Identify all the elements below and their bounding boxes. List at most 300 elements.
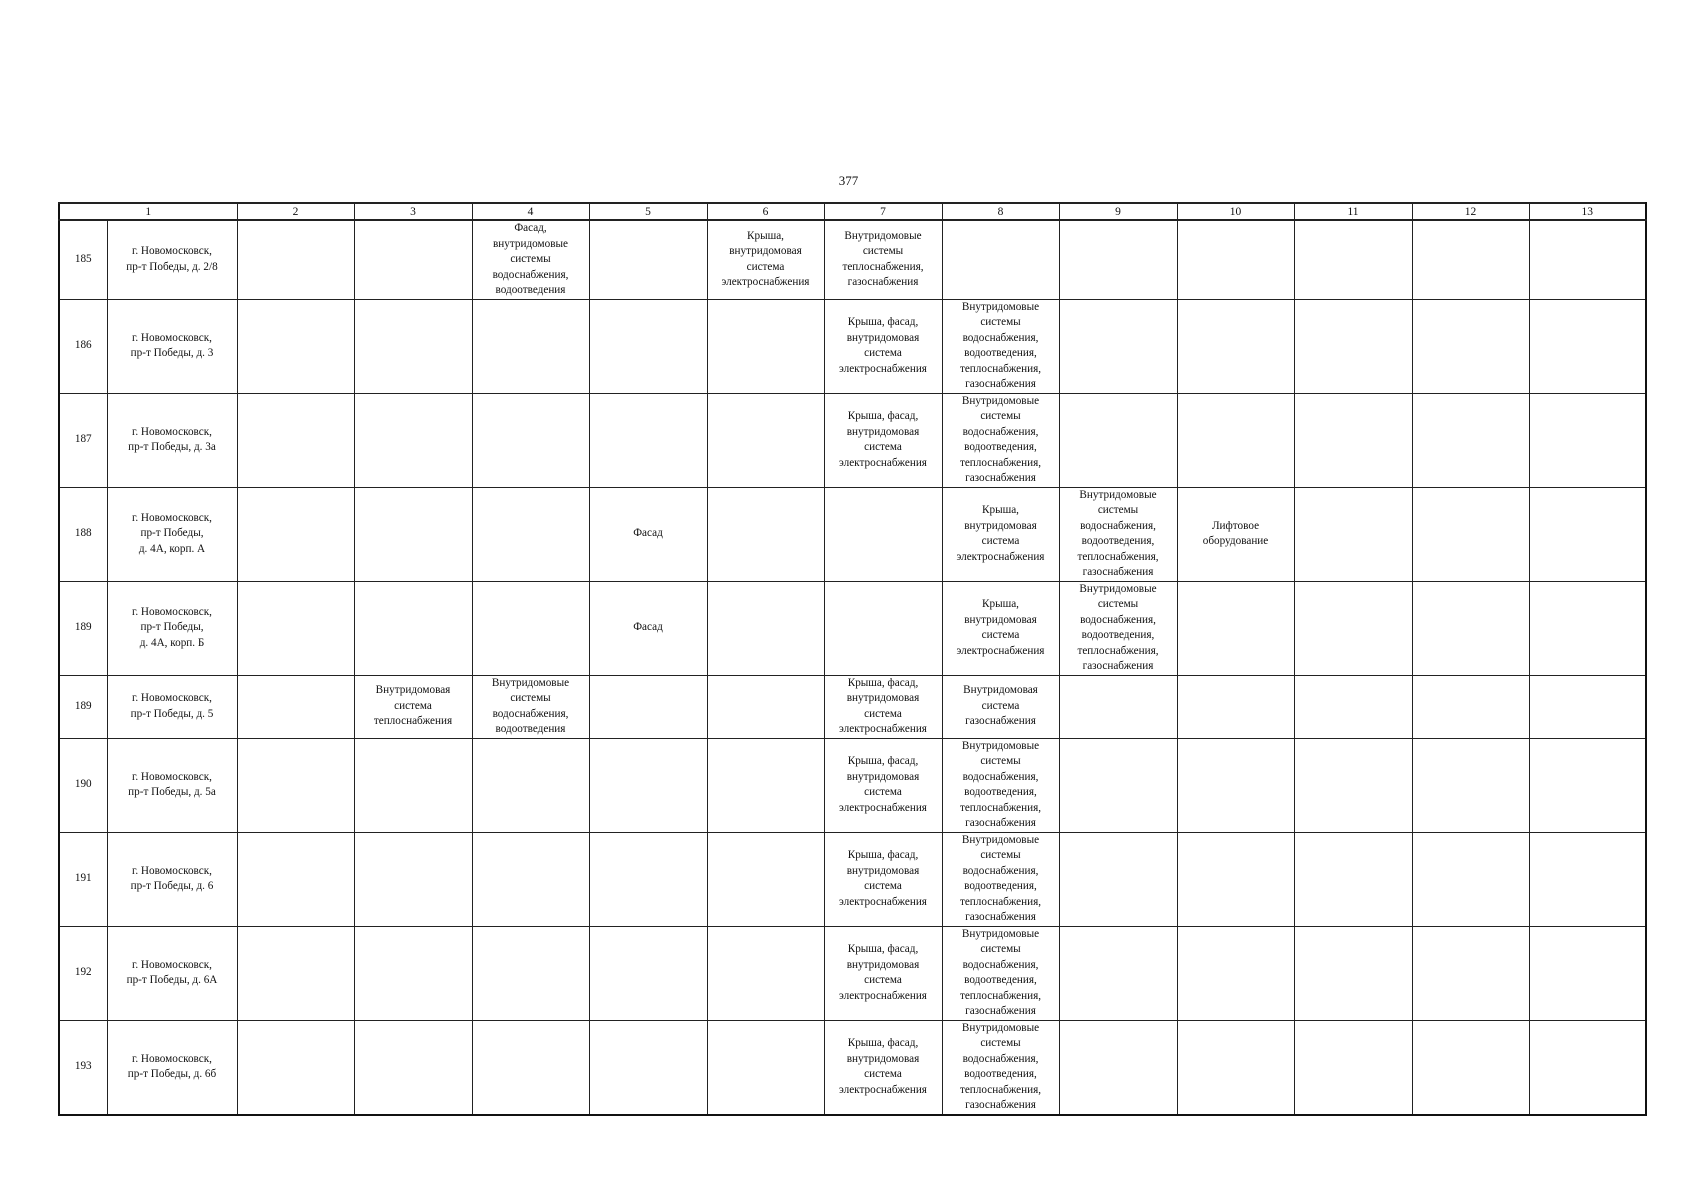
cell-col-5 xyxy=(589,675,707,738)
cell-text-line: водоснабжения, xyxy=(492,707,569,720)
address-cell xyxy=(107,738,237,832)
cell-text-line: система xyxy=(864,347,902,359)
cell-col-2 xyxy=(237,675,354,738)
cell-col-11 xyxy=(1294,832,1412,926)
cell-text-line: Внутридомовые xyxy=(491,676,570,689)
table-row xyxy=(59,487,1646,581)
address-line: пр-т Победы, д. 6А xyxy=(126,974,218,986)
address-cell xyxy=(107,393,237,487)
cell-col-7 xyxy=(824,581,942,675)
cell-text-line: Крыша, xyxy=(982,598,1019,610)
cell-col-13 xyxy=(1529,675,1646,738)
cell-col-11 xyxy=(1294,220,1412,299)
cell-text-line: оборудование xyxy=(1202,535,1269,547)
cell-text-line: системы xyxy=(980,849,1021,861)
cell-text-line: внутридомовая xyxy=(846,425,920,438)
cell-col-8 xyxy=(942,832,1059,926)
cell-text-line: Внутридомовая xyxy=(963,684,1038,697)
cell-text-line: Внутридомовые xyxy=(961,739,1040,752)
cell-col-4 xyxy=(472,832,589,926)
cell-text-line: газоснабжения xyxy=(965,1099,1036,1111)
column-header: 11 xyxy=(1294,203,1412,220)
cell-col-9 xyxy=(1059,1020,1177,1115)
cell-col-12 xyxy=(1412,487,1529,581)
address-cell xyxy=(107,581,237,675)
cell-col-2 xyxy=(237,299,354,393)
cell-text-line: водоотведения, xyxy=(964,441,1037,453)
cell-text-line: система xyxy=(864,1068,902,1080)
cell-col-2 xyxy=(237,487,354,581)
cell-col-8 xyxy=(942,393,1059,487)
cell-col-3 xyxy=(354,581,472,675)
cell-text-line: теплоснабжения, xyxy=(959,895,1042,908)
cell-text-line: Крыша, фасад, xyxy=(847,755,919,767)
address-line: пр-т Победы, д. 6 xyxy=(130,880,214,892)
cell-col-4 xyxy=(472,393,589,487)
cell-text-line: теплоснабжения, xyxy=(1077,550,1159,563)
cell-text-line: газоснабжения xyxy=(1082,660,1154,672)
cell-text-line: теплоснабжения, xyxy=(959,989,1042,1002)
cell-text-line: газоснабжения xyxy=(965,817,1036,829)
cell-col-10 xyxy=(1177,299,1294,393)
cell-col-2 xyxy=(237,220,354,299)
address-line: г. Новомосковск, xyxy=(132,692,212,704)
table-row xyxy=(59,581,1646,675)
cell-text-line: водоснабжения, xyxy=(492,268,569,281)
cell-col-2 xyxy=(237,581,354,675)
cell-text-line: внутридомовая xyxy=(729,245,802,258)
cell-text-line: водоснабжения, xyxy=(962,770,1039,783)
cell-col-13 xyxy=(1529,1020,1646,1115)
column-header: 12 xyxy=(1412,203,1529,220)
column-header: 6 xyxy=(707,203,824,220)
cell-col-11 xyxy=(1294,738,1412,832)
row-number-cell: 185 xyxy=(59,220,107,299)
cell-col-2 xyxy=(237,926,354,1020)
cell-col-12 xyxy=(1412,220,1529,299)
cell-col-7 xyxy=(824,393,942,487)
address-line: пр-т Победы, д. 2/8 xyxy=(126,260,218,273)
cell-col-6 xyxy=(707,581,824,675)
address-line: г. Новомосковск, xyxy=(132,770,212,783)
page-number: 377 xyxy=(838,173,859,188)
cell-text-line: электроснабжения xyxy=(839,801,927,814)
cell-text-line: электроснабжения xyxy=(956,644,1045,657)
cell-text-line: Внутридомовые xyxy=(961,927,1040,940)
cell-col-12 xyxy=(1412,926,1529,1020)
cell-text-line: система xyxy=(864,880,902,892)
cell-text-line: водоснабжения, xyxy=(962,958,1039,971)
cell-text-line: электроснабжения xyxy=(839,989,927,1002)
address-line: г. Новомосковск, xyxy=(132,958,212,971)
cell-col-13 xyxy=(1529,926,1646,1020)
cell-text-line: Крыша, xyxy=(747,229,784,242)
cell-text-line: система xyxy=(394,699,432,712)
cell-text-line: водоотведения xyxy=(495,723,566,735)
cell-col-12 xyxy=(1412,581,1529,675)
row-number-cell: 189 xyxy=(59,581,107,675)
cell-text-line: внутридомовая xyxy=(964,519,1037,532)
cell-col-8 xyxy=(942,675,1059,738)
cell-col-6 xyxy=(707,832,824,926)
cell-col-5 xyxy=(589,299,707,393)
address-line: д. 4А, корп. Б xyxy=(139,636,205,649)
cell-text-line: система xyxy=(981,629,1020,641)
cell-col-5 xyxy=(589,220,707,299)
cell-col-13 xyxy=(1529,220,1646,299)
cell-col-5 xyxy=(589,581,707,675)
repair-schedule-table xyxy=(58,202,1647,1116)
cell-text-line: система xyxy=(746,260,785,273)
cell-col-4 xyxy=(472,926,589,1020)
cell-text-line: электроснабжения xyxy=(956,550,1045,563)
address-line: пр-т Победы, xyxy=(140,621,204,634)
cell-text-line: системы xyxy=(980,1037,1021,1049)
cell-col-5 xyxy=(589,738,707,832)
cell-col-6 xyxy=(707,487,824,581)
cell-col-8 xyxy=(942,220,1059,299)
cell-col-10 xyxy=(1177,220,1294,299)
cell-text-line: Крыша, фасад, xyxy=(847,316,919,328)
cell-text-line: газоснабжения xyxy=(847,276,919,289)
cell-text-line: водоотведения, xyxy=(964,1068,1037,1080)
cell-col-7 xyxy=(824,832,942,926)
cell-col-4 xyxy=(472,581,589,675)
cell-col-10 xyxy=(1177,1020,1294,1115)
cell-text-line: газоснабжения xyxy=(965,378,1036,390)
cell-col-9 xyxy=(1059,738,1177,832)
cell-col-13 xyxy=(1529,299,1646,393)
row-number-cell: 191 xyxy=(59,832,107,926)
cell-col-8 xyxy=(942,299,1059,393)
cell-text-line: Внутридомовые xyxy=(961,300,1040,313)
cell-text-line: теплоснабжения, xyxy=(959,456,1042,469)
cell-col-10 xyxy=(1177,832,1294,926)
table-row xyxy=(59,299,1646,393)
cell-col-9 xyxy=(1059,220,1177,299)
cell-col-7 xyxy=(824,220,942,299)
cell-col-8 xyxy=(942,581,1059,675)
cell-text-line: системы xyxy=(980,316,1021,328)
cell-text-line: газоснабжения xyxy=(1082,566,1154,578)
column-header: 13 xyxy=(1529,203,1646,220)
cell-col-7 xyxy=(824,299,942,393)
cell-text-line: системы xyxy=(510,692,551,704)
table-row xyxy=(59,393,1646,487)
row-number-cell: 187 xyxy=(59,393,107,487)
cell-col-5 xyxy=(589,832,707,926)
column-header: 5 xyxy=(589,203,707,220)
cell-text-line: Внутридомовые xyxy=(961,394,1040,407)
cell-col-11 xyxy=(1294,675,1412,738)
address-cell xyxy=(107,299,237,393)
cell-text-line: системы xyxy=(862,245,904,258)
cell-col-10 xyxy=(1177,675,1294,738)
cell-text-line: теплоснабжения, xyxy=(959,801,1042,814)
cell-text-line: газоснабжения xyxy=(965,1005,1036,1017)
address-line: г. Новомосковск, xyxy=(132,864,212,877)
cell-text-line: система xyxy=(864,441,902,453)
cell-text-line: электроснабжения xyxy=(839,1083,927,1096)
cell-text-line: электроснабжения xyxy=(839,723,927,735)
cell-text-line: Фасад, xyxy=(514,222,547,234)
cell-col-2 xyxy=(237,1020,354,1115)
column-header: 4 xyxy=(472,203,589,220)
cell-col-6 xyxy=(707,738,824,832)
cell-text-line: электроснабжения xyxy=(839,456,927,469)
cell-text-line: теплоснабжения, xyxy=(959,362,1042,375)
cell-col-4 xyxy=(472,220,589,299)
address-line: пр-т Победы, д. 5 xyxy=(130,707,214,720)
cell-col-9 xyxy=(1059,581,1177,675)
cell-col-9 xyxy=(1059,487,1177,581)
cell-text-line: внутридомовая xyxy=(846,864,920,877)
cell-col-9 xyxy=(1059,926,1177,1020)
address-line: д. 4А, корп. А xyxy=(138,542,206,555)
cell-col-5 xyxy=(589,926,707,1020)
cell-col-6 xyxy=(707,299,824,393)
cell-text-line: теплоснабжения xyxy=(373,715,453,728)
cell-col-3 xyxy=(354,675,472,738)
cell-col-7 xyxy=(824,1020,942,1115)
cell-text-line: электроснабжения xyxy=(839,362,927,375)
cell-text-line: газоснабжения xyxy=(965,715,1036,728)
cell-col-11 xyxy=(1294,393,1412,487)
cell-col-13 xyxy=(1529,393,1646,487)
cell-text-line: внутридомовая xyxy=(846,1052,920,1065)
cell-col-3 xyxy=(354,393,472,487)
cell-col-12 xyxy=(1412,738,1529,832)
cell-text-line: Крыша, фасад, xyxy=(847,676,919,689)
address-line: пр-т Победы, xyxy=(140,527,204,540)
cell-text-line: Внутридомовая xyxy=(375,684,451,697)
cell-text-line: внутридомовые xyxy=(493,237,568,250)
cell-col-10 xyxy=(1177,393,1294,487)
cell-text-line: система xyxy=(864,786,902,798)
address-line: пр-т Победы, д. 3а xyxy=(128,441,216,453)
cell-text-line: водоотведения, xyxy=(964,347,1037,359)
cell-col-10 xyxy=(1177,926,1294,1020)
cell-col-4 xyxy=(472,738,589,832)
cell-col-6 xyxy=(707,1020,824,1115)
address-line: г. Новомосковск, xyxy=(132,245,212,258)
cell-col-3 xyxy=(354,926,472,1020)
row-number-cell: 192 xyxy=(59,926,107,1020)
cell-text-line: электроснабжения xyxy=(721,276,810,289)
cell-col-9 xyxy=(1059,675,1177,738)
cell-text-line: системы xyxy=(980,410,1021,422)
table-body xyxy=(59,220,1646,1115)
cell-col-4 xyxy=(472,675,589,738)
cell-text-line: Внутридомовые xyxy=(844,229,922,242)
row-number-cell: 190 xyxy=(59,738,107,832)
cell-text-line: теплоснабжения, xyxy=(1077,644,1159,657)
cell-col-13 xyxy=(1529,487,1646,581)
cell-text-line: Внутридомовые xyxy=(961,833,1040,846)
cell-col-13 xyxy=(1529,832,1646,926)
cell-text-line: водоотведения xyxy=(495,284,566,296)
address-cell xyxy=(107,926,237,1020)
cell-col-8 xyxy=(942,487,1059,581)
cell-col-7 xyxy=(824,675,942,738)
cell-text-line: Лифтовое xyxy=(1211,519,1260,532)
cell-col-11 xyxy=(1294,487,1412,581)
cell-text-line: системы xyxy=(980,943,1021,955)
column-header: 10 xyxy=(1177,203,1294,220)
address-line: пр-т Победы, д. 5а xyxy=(128,786,216,798)
table-row xyxy=(59,738,1646,832)
column-header: 7 xyxy=(824,203,942,220)
row-number-cell: 188 xyxy=(59,487,107,581)
cell-col-9 xyxy=(1059,393,1177,487)
cell-col-5 xyxy=(589,487,707,581)
cell-col-10 xyxy=(1177,487,1294,581)
cell-text-line: внутридомовая xyxy=(846,958,920,971)
cell-col-3 xyxy=(354,738,472,832)
cell-col-3 xyxy=(354,299,472,393)
cell-text-line: водоснабжения, xyxy=(1080,613,1156,626)
cell-col-8 xyxy=(942,926,1059,1020)
cell-text-line: водоснабжения, xyxy=(962,331,1039,344)
cell-col-12 xyxy=(1412,299,1529,393)
table-row xyxy=(59,675,1646,738)
cell-col-11 xyxy=(1294,926,1412,1020)
cell-col-8 xyxy=(942,738,1059,832)
cell-col-4 xyxy=(472,1020,589,1115)
cell-text-line: водоснабжения, xyxy=(1080,519,1156,532)
cell-col-6 xyxy=(707,220,824,299)
table-row xyxy=(59,832,1646,926)
cell-col-6 xyxy=(707,675,824,738)
cell-col-11 xyxy=(1294,581,1412,675)
cell-col-2 xyxy=(237,832,354,926)
cell-col-5 xyxy=(589,1020,707,1115)
cell-col-11 xyxy=(1294,299,1412,393)
cell-col-8 xyxy=(942,1020,1059,1115)
cell-text-line: Крыша, фасад, xyxy=(847,849,919,861)
column-header: 3 xyxy=(354,203,472,220)
cell-text-line: внутридомовая xyxy=(846,331,920,344)
cell-text-line: внутридомовая xyxy=(964,613,1037,626)
cell-col-9 xyxy=(1059,832,1177,926)
cell-text-line: Крыша, фасад, xyxy=(847,1037,919,1049)
cell-col-11 xyxy=(1294,1020,1412,1115)
cell-text-line: водоснабжения, xyxy=(962,864,1039,877)
address-line: г. Новомосковск, xyxy=(132,605,212,618)
cell-col-12 xyxy=(1412,1020,1529,1115)
cell-col-12 xyxy=(1412,675,1529,738)
cell-col-7 xyxy=(824,487,942,581)
cell-col-4 xyxy=(472,299,589,393)
cell-text-line: электроснабжения xyxy=(839,895,927,908)
cell-text-line: газоснабжения xyxy=(965,472,1036,484)
cell-col-5 xyxy=(589,393,707,487)
cell-text-line: внутридомовая xyxy=(846,770,920,783)
address-cell xyxy=(107,1020,237,1115)
cell-text-line: Крыша, фасад, xyxy=(847,943,919,955)
cell-text-line: Крыша, фасад, xyxy=(847,410,919,422)
cell-text-line: система xyxy=(864,707,902,720)
cell-col-2 xyxy=(237,738,354,832)
cell-col-3 xyxy=(354,832,472,926)
cell-text-line: теплоснабжения, xyxy=(842,260,924,273)
address-cell xyxy=(107,832,237,926)
cell-col-3 xyxy=(354,487,472,581)
cell-text-line: системы xyxy=(510,253,551,265)
cell-col-2 xyxy=(237,393,354,487)
address-cell xyxy=(107,220,237,299)
address-cell xyxy=(107,487,237,581)
cell-col-4 xyxy=(472,487,589,581)
cell-col-3 xyxy=(354,220,472,299)
cell-col-3 xyxy=(354,1020,472,1115)
cell-text-line: система xyxy=(981,535,1020,547)
cell-text-line: водоотведения, xyxy=(964,974,1037,986)
cell-text-line: водоотведения, xyxy=(964,880,1037,892)
column-header: 9 xyxy=(1059,203,1177,220)
cell-text-line: система xyxy=(864,974,902,986)
cell-text-line: системы xyxy=(1097,504,1139,516)
cell-col-13 xyxy=(1529,581,1646,675)
cell-text-line: Внутридомовые xyxy=(1079,582,1157,595)
cell-text-line: Фасад xyxy=(633,621,663,634)
cell-col-10 xyxy=(1177,581,1294,675)
cell-col-7 xyxy=(824,926,942,1020)
table-row xyxy=(59,1020,1646,1115)
address-line: пр-т Победы, д. 6б xyxy=(127,1068,217,1080)
address-line: г. Новомосковск, xyxy=(132,1052,212,1065)
cell-col-12 xyxy=(1412,832,1529,926)
column-header: 2 xyxy=(237,203,354,220)
row-number-cell: 186 xyxy=(59,299,107,393)
cell-text-line: водоотведения, xyxy=(964,786,1037,798)
address-line: г. Новомосковск, xyxy=(132,331,212,344)
cell-text-line: водоотведения, xyxy=(1081,535,1155,547)
column-header: 8 xyxy=(942,203,1059,220)
cell-col-7 xyxy=(824,738,942,832)
cell-text-line: Внутридомовые xyxy=(1079,488,1157,501)
table-row xyxy=(59,220,1646,299)
address-cell xyxy=(107,675,237,738)
cell-col-12 xyxy=(1412,393,1529,487)
cell-text-line: Крыша, xyxy=(982,504,1019,516)
column-number-row xyxy=(59,203,1646,220)
cell-text-line: внутридомовая xyxy=(846,692,920,704)
address-line: г. Новомосковск, xyxy=(132,511,212,524)
cell-text-line: система xyxy=(981,699,1020,712)
address-line: г. Новомосковск, xyxy=(132,425,212,438)
cell-text-line: теплоснабжения, xyxy=(959,1083,1042,1096)
cell-text-line: водоснабжения, xyxy=(962,1052,1039,1065)
cell-col-9 xyxy=(1059,299,1177,393)
row-number-cell: 193 xyxy=(59,1020,107,1115)
cell-col-6 xyxy=(707,393,824,487)
cell-text-line: газоснабжения xyxy=(965,911,1036,923)
cell-text-line: водоотведения, xyxy=(1081,629,1155,641)
column-header: 1 xyxy=(59,203,237,220)
address-line: пр-т Победы, д. 3 xyxy=(130,347,214,359)
cell-text-line: Внутридомовые xyxy=(961,1021,1040,1034)
cell-col-6 xyxy=(707,926,824,1020)
cell-text-line: системы xyxy=(980,755,1021,767)
row-number-cell: 189 xyxy=(59,675,107,738)
cell-col-10 xyxy=(1177,738,1294,832)
cell-text-line: водоснабжения, xyxy=(962,425,1039,438)
cell-col-13 xyxy=(1529,738,1646,832)
table-row xyxy=(59,926,1646,1020)
cell-text-line: Фасад xyxy=(633,527,663,540)
cell-text-line: системы xyxy=(1097,598,1139,610)
